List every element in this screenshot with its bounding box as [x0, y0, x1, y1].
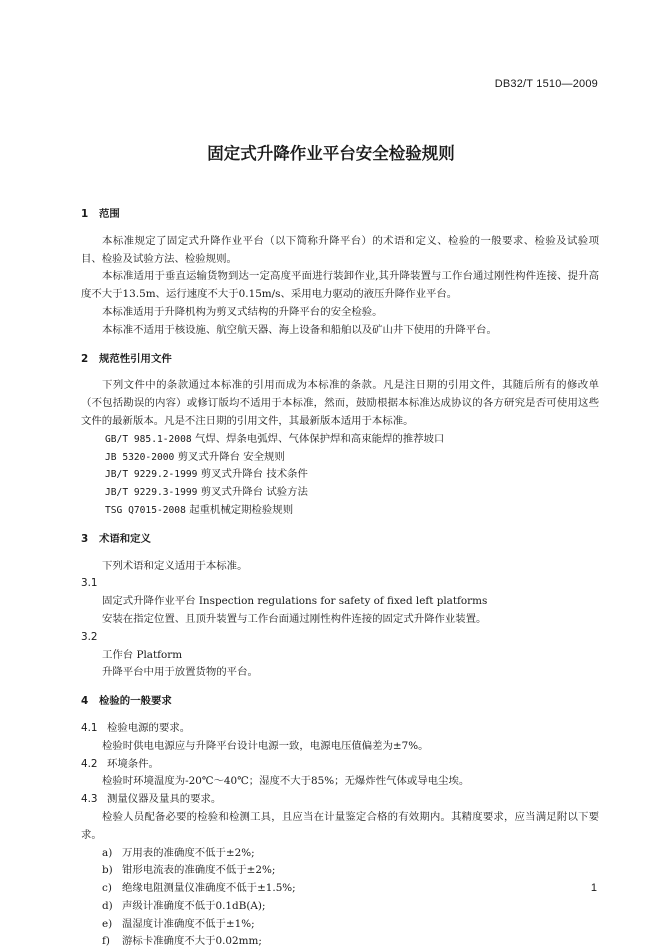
term-number: 3.1: [81, 577, 98, 590]
list-marker: b): [102, 864, 113, 877]
section-title: 范围: [99, 208, 120, 220]
term-number: 3.2: [81, 630, 98, 643]
term-name: 工作台 Platform: [102, 648, 183, 661]
reference-code: JB/T 9229.2-1999: [105, 469, 198, 481]
reference-name: 气焊、焊条电弧焊、气体保护焊和高束能焊的推荐坡口: [194, 432, 445, 445]
list-item: [102, 880, 599, 898]
term-name: 固定式升降作业平台 Inspection regulations for safety of fixed left platforms: [102, 595, 488, 608]
document-title: 固定式升降作业平台安全检验规则: [207, 144, 455, 163]
term-definition: 升降平台中用于放置货物的平台。: [102, 666, 258, 679]
list-item: [102, 898, 599, 916]
subsection-number: 4.1: [81, 721, 98, 734]
section-number: 4: [81, 695, 89, 708]
subsection-title: 测量仪器及量具的要求。: [107, 793, 222, 806]
section-heading: [81, 693, 599, 711]
reference-item: [105, 484, 599, 502]
list-text: 钳形电流表的准确度不低于±2%;: [122, 864, 276, 877]
reference-code: TSG Q7015-2008: [105, 504, 186, 516]
reference-item: [105, 466, 599, 484]
reference-name: 剪叉式升降台 安全规则: [177, 450, 285, 463]
list-item: [102, 845, 599, 863]
list-marker: a): [102, 846, 113, 859]
reference-item: [105, 431, 599, 449]
document-code: DB32/T 1510—2009: [494, 78, 598, 90]
list-marker: e): [102, 917, 113, 930]
list-item: [102, 933, 599, 951]
list-item: [102, 862, 599, 880]
document-body: [81, 204, 599, 951]
list-text: 绝缘电阻测量仪准确度不低于±1.5%;: [122, 882, 296, 895]
section-heading: [81, 206, 599, 224]
subsection-heading: [81, 720, 599, 738]
reference-code: GB/T 985.1-2008: [105, 433, 192, 445]
reference-name: 剪叉式升降台 技术条件: [200, 468, 308, 481]
paragraph: 检验人员配备必要的检验和检测工具，且应当在计量鉴定合格的有效期内。其精度要求，应当满足附以下要求。: [81, 810, 599, 841]
list-item: [102, 916, 599, 934]
reference-item: [105, 502, 599, 520]
list-marker: c): [102, 882, 112, 895]
section-title: 术语和定义: [99, 532, 151, 545]
subsection-number: 4.3: [81, 793, 98, 806]
section-number: 3: [81, 532, 89, 545]
subsection-heading: [81, 756, 599, 774]
reference-name: 起重机械定期检验规则: [189, 503, 294, 516]
paragraph: 本标准适用于升降机构为剪叉式结构的升降平台的安全检验。: [102, 305, 383, 318]
paragraph: 下列文件中的条款通过本标准的引用而成为本标准的条款。凡是注日期的引用文件，其随后所有的修改单（不包括勘误的内容）或修订版均不适用于本标准，然而，鼓励根据本标准达成协议的各方研究是否可使用这些文件的最新版本。凡是不注日期的引用文件，其最新版本适用于本标准。: [81, 379, 599, 427]
section-title: 规范性引用文件: [99, 352, 172, 365]
reference-item: [105, 449, 599, 467]
paragraph: 检验时环境温度为-20℃～40℃；湿度不大于85%；无爆炸性气体或导电尘埃。: [102, 775, 470, 788]
list-text: 游标卡准确度不大于0.02mm;: [122, 935, 262, 948]
reference-name: 剪叉式升降台 试验方法: [200, 486, 308, 499]
paragraph: 本标准规定了固定式升降作业平台（以下简称升降平台）的术语和定义、检验的一般要求、检验及试验项目、检验及试验方法、检验规则。: [81, 234, 599, 265]
paragraph: 本标准不适用于核设施、航空航天器、海上设备和船舶以及矿山井下使用的升降平台。: [102, 323, 497, 336]
list-text: 声级计准确度不低于0.1dB(A);: [122, 899, 266, 912]
list-text: 万用表的准确度不低于±2%;: [122, 846, 255, 859]
reference-code: JB 5320-2000: [105, 451, 175, 463]
paragraph: 本标准适用于垂直运输货物到达一定高度平面进行装卸作业,其升降装置与工作台通过刚性构件连接、提升高度不大于13.5m、运行速度不大于0.15m/s、采用电力驱动的液压升降作业平台。: [81, 270, 599, 301]
paragraph: 检验时供电电源应与升降平台设计电源一致，电源电压值偏差为±7%。: [102, 739, 429, 752]
term-definition: 安装在指定位置、且顶升装置与工作台面通过刚性构件连接的固定式升降作业装置。: [102, 612, 487, 625]
subsection-heading: [81, 791, 599, 809]
section-heading: [81, 351, 599, 369]
page-number: 1: [590, 882, 597, 894]
subsection-title: 环境条件。: [107, 757, 159, 770]
reference-code: JB/T 9229.3-1999: [105, 487, 198, 499]
subsection-title: 检验电源的要求。: [107, 721, 191, 734]
list-marker: f): [102, 935, 110, 948]
section-number: 2: [81, 352, 89, 365]
list-text: 温湿度计准确度不低于±1%;: [122, 917, 255, 930]
section-title: 检验的一般要求: [99, 695, 172, 708]
section-number: 1: [81, 208, 89, 220]
subsection-number: 4.2: [81, 757, 98, 770]
list-marker: d): [102, 899, 113, 912]
paragraph: 下列术语和定义适用于本标准。: [102, 559, 248, 572]
section-heading: [81, 531, 599, 549]
